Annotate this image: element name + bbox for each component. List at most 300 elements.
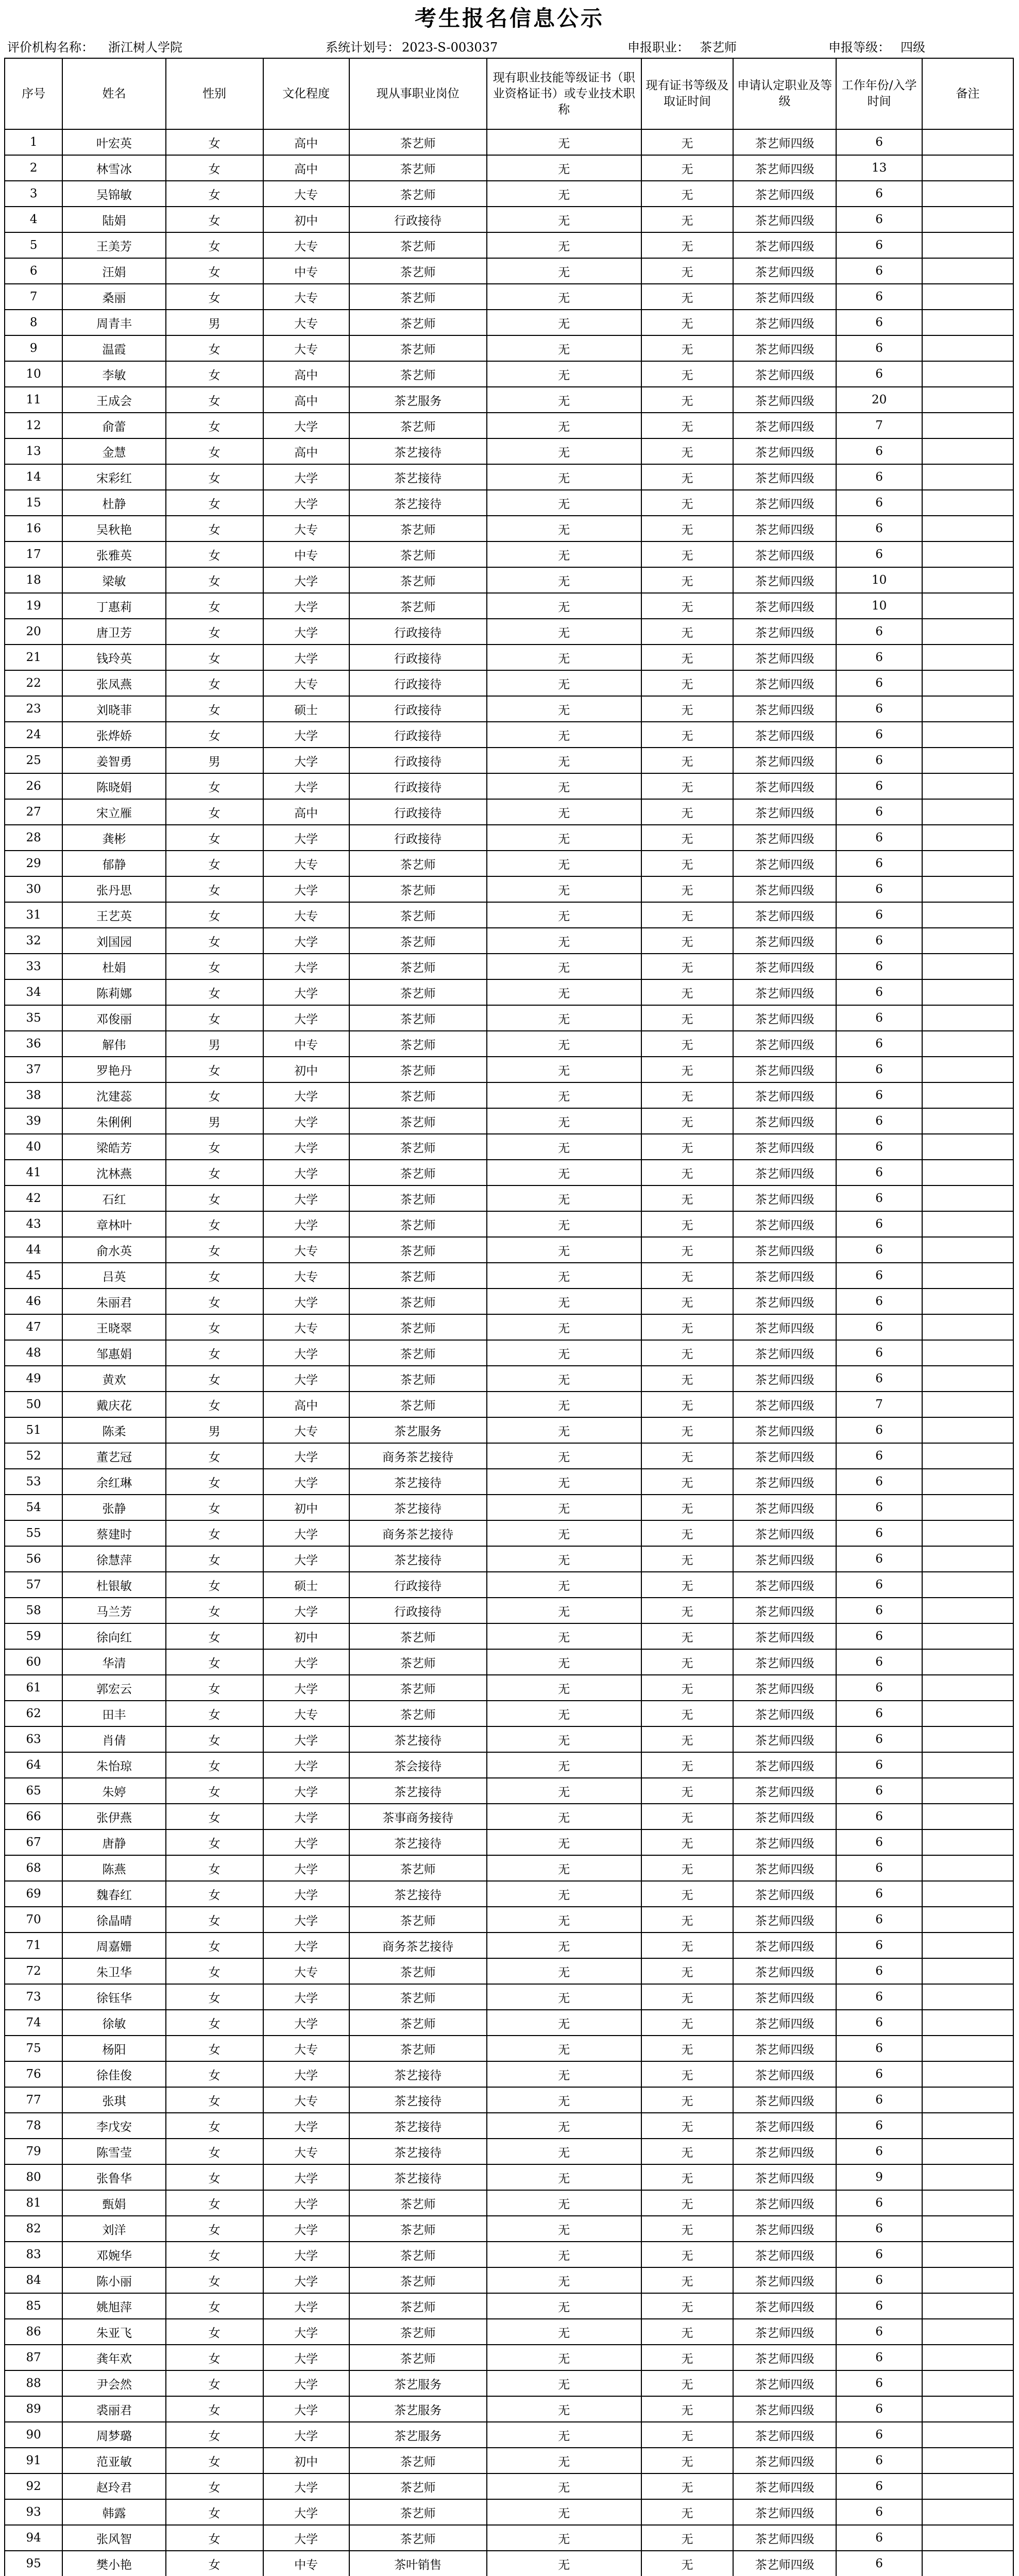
cell-certificate: 无 — [487, 1366, 641, 1392]
cell-applied-level: 茶艺师四级 — [733, 1108, 836, 1134]
cell-education: 大学 — [263, 748, 349, 773]
cell-index: 79 — [5, 2139, 62, 2164]
cell-education: 初中 — [263, 2448, 349, 2473]
cell-applied-level: 茶艺师四级 — [733, 1984, 836, 2010]
cell-current-job: 茶艺师 — [349, 155, 487, 181]
table-row — [5, 541, 1013, 567]
cell-gender: 女 — [166, 1546, 263, 1572]
cell-certificate: 无 — [487, 413, 641, 438]
cell-gender: 女 — [166, 619, 263, 645]
cell-education: 大学 — [263, 1289, 349, 1314]
cell-applied-level: 茶艺师四级 — [733, 645, 836, 670]
cell-certificate: 无 — [487, 2139, 641, 2164]
cell-index: 15 — [5, 490, 62, 516]
table-row — [5, 1829, 1013, 1855]
header-education: 文化程度 — [263, 58, 349, 129]
cell-certificate: 无 — [487, 1675, 641, 1701]
cell-name: 俞水英 — [62, 1237, 165, 1263]
cell-education: 大学 — [263, 2422, 349, 2448]
cell-remarks — [922, 2319, 1013, 2345]
cell-current-job: 行政接待 — [349, 773, 487, 799]
cell-certificate: 无 — [487, 284, 641, 310]
cell-certificate-level: 无 — [641, 1443, 733, 1469]
cell-remarks — [922, 2422, 1013, 2448]
table-row — [5, 1057, 1013, 1082]
cell-certificate: 无 — [487, 2551, 641, 2576]
cell-current-job: 茶艺服务 — [349, 2370, 487, 2396]
cell-applied-level: 茶艺师四级 — [733, 1366, 836, 1392]
cell-index: 64 — [5, 1752, 62, 1778]
cell-education: 中专 — [263, 2551, 349, 2576]
cell-name: 梁敏 — [62, 567, 165, 593]
cell-certificate: 无 — [487, 2396, 641, 2422]
cell-applied-level: 茶艺师四级 — [733, 2190, 836, 2216]
cell-gender: 女 — [166, 1082, 263, 1108]
cell-applied-level: 茶艺师四级 — [733, 2216, 836, 2242]
cell-certificate: 无 — [487, 1520, 641, 1546]
cell-education: 硕士 — [263, 1572, 349, 1598]
table-row — [5, 619, 1013, 645]
table-row — [5, 1443, 1013, 1469]
cell-gender: 女 — [166, 1907, 263, 1933]
cell-certificate: 无 — [487, 1984, 641, 2010]
cell-applied-level: 茶艺师四级 — [733, 2525, 836, 2551]
table-row — [5, 1726, 1013, 1752]
cell-name: 解伟 — [62, 1031, 165, 1057]
cell-certificate-level: 无 — [641, 310, 733, 335]
cell-certificate-level: 无 — [641, 851, 733, 876]
cell-applied-level: 茶艺师四级 — [733, 464, 836, 490]
header-gender: 性别 — [166, 58, 263, 129]
table-row — [5, 645, 1013, 670]
cell-remarks — [922, 2293, 1013, 2319]
cell-gender: 女 — [166, 2345, 263, 2370]
table-row — [5, 979, 1013, 1005]
cell-current-job: 茶艺师 — [349, 1082, 487, 1108]
cell-certificate: 无 — [487, 825, 641, 851]
table-row — [5, 2422, 1013, 2448]
cell-applied-level: 茶艺师四级 — [733, 1726, 836, 1752]
cell-applied-level: 茶艺师四级 — [733, 438, 836, 464]
cell-applied-level: 茶艺师四级 — [733, 1829, 836, 1855]
cell-certificate: 无 — [487, 1237, 641, 1263]
cell-current-job: 行政接待 — [349, 670, 487, 696]
cell-gender: 女 — [166, 1314, 263, 1340]
cell-current-job: 茶会接待 — [349, 1752, 487, 1778]
cell-applied-level: 茶艺师四级 — [733, 928, 836, 954]
cell-gender: 女 — [166, 1469, 263, 1495]
cell-applied-level: 茶艺师四级 — [733, 1933, 836, 1958]
table-row — [5, 1598, 1013, 1623]
cell-gender: 女 — [166, 902, 263, 928]
cell-name: 张伊燕 — [62, 1804, 165, 1829]
job-label: 申报职业： — [627, 40, 689, 55]
cell-certificate-level: 无 — [641, 1855, 733, 1881]
cell-name: 杜银敏 — [62, 1572, 165, 1598]
cell-applied-level: 茶艺师四级 — [733, 2345, 836, 2370]
table-row — [5, 232, 1013, 258]
cell-remarks — [922, 1907, 1013, 1933]
cell-index: 90 — [5, 2422, 62, 2448]
cell-index: 16 — [5, 516, 62, 541]
cell-certificate: 无 — [487, 1649, 641, 1675]
cell-education: 大专 — [263, 335, 349, 361]
cell-name: 刘晓菲 — [62, 696, 165, 722]
cell-remarks — [922, 2087, 1013, 2113]
cell-remarks — [922, 516, 1013, 541]
table-row — [5, 567, 1013, 593]
cell-certificate-level: 无 — [641, 722, 733, 748]
cell-name: 刘国园 — [62, 928, 165, 954]
cell-certificate-level: 无 — [641, 567, 733, 593]
cell-certificate: 无 — [487, 722, 641, 748]
cell-current-job: 茶艺师 — [349, 2448, 487, 2473]
cell-remarks — [922, 1185, 1013, 1211]
table-row — [5, 387, 1013, 413]
table-row — [5, 2087, 1013, 2113]
cell-gender: 女 — [166, 541, 263, 567]
cell-gender: 女 — [166, 2448, 263, 2473]
org-label: 评价机构名称： — [7, 40, 94, 55]
cell-certificate-level: 无 — [641, 2242, 733, 2267]
cell-remarks — [922, 1469, 1013, 1495]
header-remarks: 备注 — [922, 58, 1013, 129]
cell-certificate-level: 无 — [641, 1057, 733, 1082]
cell-certificate: 无 — [487, 1907, 641, 1933]
cell-work-years: 6 — [836, 464, 922, 490]
cell-index: 42 — [5, 1185, 62, 1211]
cell-name: 吴锦敏 — [62, 181, 165, 207]
cell-applied-level: 茶艺师四级 — [733, 1546, 836, 1572]
cell-name: 韩露 — [62, 2499, 165, 2525]
cell-remarks — [922, 851, 1013, 876]
cell-education: 初中 — [263, 207, 349, 232]
cell-name: 李敏 — [62, 361, 165, 387]
cell-gender: 女 — [166, 645, 263, 670]
table-row — [5, 799, 1013, 825]
cell-gender: 女 — [166, 799, 263, 825]
cell-education: 大专 — [263, 2087, 349, 2113]
cell-current-job: 茶艺师 — [349, 1211, 487, 1237]
cell-applied-level: 茶艺师四级 — [733, 2448, 836, 2473]
cell-certificate-level: 无 — [641, 335, 733, 361]
cell-gender: 女 — [166, 1340, 263, 1366]
cell-index: 81 — [5, 2190, 62, 2216]
cell-name: 戴庆花 — [62, 1392, 165, 1417]
cell-current-job: 茶艺服务 — [349, 2396, 487, 2422]
cell-name: 丁惠莉 — [62, 593, 165, 619]
cell-current-job: 行政接待 — [349, 1572, 487, 1598]
cell-name: 郁静 — [62, 851, 165, 876]
table-row — [5, 2293, 1013, 2319]
cell-index: 1 — [5, 129, 62, 155]
cell-index: 78 — [5, 2113, 62, 2139]
cell-certificate-level: 无 — [641, 1778, 733, 1804]
cell-work-years: 13 — [836, 155, 922, 181]
cell-index: 70 — [5, 1907, 62, 1933]
cell-certificate-level: 无 — [641, 464, 733, 490]
cell-name: 邹惠娟 — [62, 1340, 165, 1366]
cell-index: 31 — [5, 902, 62, 928]
cell-certificate-level: 无 — [641, 129, 733, 155]
cell-certificate-level: 无 — [641, 1598, 733, 1623]
cell-applied-level: 茶艺师四级 — [733, 1598, 836, 1623]
cell-name: 邓俊丽 — [62, 1005, 165, 1031]
cell-current-job: 茶艺服务 — [349, 387, 487, 413]
cell-remarks — [922, 2010, 1013, 2036]
table-row — [5, 2499, 1013, 2525]
cell-certificate-level: 无 — [641, 207, 733, 232]
cell-certificate: 无 — [487, 1623, 641, 1649]
cell-certificate-level: 无 — [641, 979, 733, 1005]
cell-work-years: 6 — [836, 1108, 922, 1134]
table-row — [5, 1417, 1013, 1443]
cell-name: 黄欢 — [62, 1366, 165, 1392]
cell-index: 46 — [5, 1289, 62, 1314]
table-row — [5, 954, 1013, 979]
cell-name: 樊小艳 — [62, 2551, 165, 2576]
cell-remarks — [922, 2525, 1013, 2551]
cell-gender: 女 — [166, 335, 263, 361]
cell-current-job: 行政接待 — [349, 722, 487, 748]
cell-education: 大学 — [263, 1855, 349, 1881]
cell-name: 郭宏云 — [62, 1675, 165, 1701]
cell-certificate: 无 — [487, 1289, 641, 1314]
cell-applied-level: 茶艺师四级 — [733, 2113, 836, 2139]
cell-applied-level: 茶艺师四级 — [733, 155, 836, 181]
cell-certificate-level: 无 — [641, 438, 733, 464]
table-row — [5, 2448, 1013, 2473]
cell-gender: 女 — [166, 1495, 263, 1520]
cell-index: 58 — [5, 1598, 62, 1623]
cell-certificate-level: 无 — [641, 2319, 733, 2345]
cell-gender: 女 — [166, 1623, 263, 1649]
cell-education: 高中 — [263, 129, 349, 155]
cell-index: 84 — [5, 2267, 62, 2293]
cell-certificate: 无 — [487, 1572, 641, 1598]
cell-certificate-level: 无 — [641, 1340, 733, 1366]
cell-current-job: 茶艺接待 — [349, 464, 487, 490]
cell-work-years: 6 — [836, 490, 922, 516]
cell-index: 21 — [5, 645, 62, 670]
cell-remarks — [922, 825, 1013, 851]
cell-index: 82 — [5, 2216, 62, 2242]
table-row — [5, 2216, 1013, 2242]
cell-education: 大学 — [263, 413, 349, 438]
cell-education: 初中 — [263, 1495, 349, 1520]
table-row — [5, 825, 1013, 851]
cell-current-job: 茶艺师 — [349, 979, 487, 1005]
cell-education: 高中 — [263, 155, 349, 181]
cell-applied-level: 茶艺师四级 — [733, 2319, 836, 2345]
cell-applied-level: 茶艺师四级 — [733, 1958, 836, 1984]
cell-name: 范亚敏 — [62, 2448, 165, 2473]
cell-name: 朱卫华 — [62, 1958, 165, 1984]
cell-certificate: 无 — [487, 2370, 641, 2396]
cell-education: 大学 — [263, 773, 349, 799]
cell-work-years: 6 — [836, 670, 922, 696]
cell-current-job: 茶艺师 — [349, 2010, 487, 2036]
table-row — [5, 2190, 1013, 2216]
cell-gender: 女 — [166, 516, 263, 541]
cell-gender: 女 — [166, 2061, 263, 2087]
cell-education: 大学 — [263, 1211, 349, 1237]
cell-certificate-level: 无 — [641, 670, 733, 696]
cell-index: 36 — [5, 1031, 62, 1057]
cell-work-years: 6 — [836, 1546, 922, 1572]
cell-gender: 女 — [166, 722, 263, 748]
cell-applied-level: 茶艺师四级 — [733, 2061, 836, 2087]
cell-education: 高中 — [263, 387, 349, 413]
cell-education: 大专 — [263, 670, 349, 696]
cell-remarks — [922, 541, 1013, 567]
cell-certificate: 无 — [487, 902, 641, 928]
cell-current-job: 茶艺师 — [349, 1623, 487, 1649]
cell-applied-level: 茶艺师四级 — [733, 541, 836, 567]
cell-certificate: 无 — [487, 387, 641, 413]
cell-applied-level: 茶艺师四级 — [733, 1417, 836, 1443]
cell-certificate: 无 — [487, 2267, 641, 2293]
cell-work-years: 6 — [836, 1778, 922, 1804]
cell-gender: 女 — [166, 1675, 263, 1701]
cell-certificate: 无 — [487, 464, 641, 490]
cell-remarks — [922, 1031, 1013, 1057]
cell-name: 张风智 — [62, 2525, 165, 2551]
cell-certificate-level: 无 — [641, 2499, 733, 2525]
cell-education: 大专 — [263, 1701, 349, 1726]
cell-index: 5 — [5, 232, 62, 258]
cell-current-job: 茶艺师 — [349, 2345, 487, 2370]
cell-current-job: 茶艺师 — [349, 1160, 487, 1185]
cell-work-years: 6 — [836, 2551, 922, 2576]
cell-name: 俞蕾 — [62, 413, 165, 438]
table-row — [5, 1752, 1013, 1778]
table-row — [5, 207, 1013, 232]
cell-index: 91 — [5, 2448, 62, 2473]
cell-applied-level: 茶艺师四级 — [733, 1031, 836, 1057]
cell-certificate: 无 — [487, 2164, 641, 2190]
cell-certificate-level: 无 — [641, 799, 733, 825]
table-row — [5, 1907, 1013, 1933]
cell-gender: 女 — [166, 1881, 263, 1907]
cell-certificate-level: 无 — [641, 645, 733, 670]
cell-gender: 女 — [166, 232, 263, 258]
cell-work-years: 6 — [836, 438, 922, 464]
cell-remarks — [922, 2345, 1013, 2370]
table-row — [5, 310, 1013, 335]
cell-index: 45 — [5, 1263, 62, 1289]
cell-current-job: 商务茶艺接待 — [349, 1520, 487, 1546]
cell-certificate: 无 — [487, 696, 641, 722]
cell-index: 11 — [5, 387, 62, 413]
cell-current-job: 茶艺服务 — [349, 2422, 487, 2448]
cell-gender: 女 — [166, 670, 263, 696]
cell-index: 44 — [5, 1237, 62, 1263]
table-row — [5, 1314, 1013, 1340]
cell-name: 叶宏英 — [62, 129, 165, 155]
cell-index: 18 — [5, 567, 62, 593]
cell-education: 大学 — [263, 1984, 349, 2010]
cell-certificate: 无 — [487, 2473, 641, 2499]
table-row — [5, 2370, 1013, 2396]
cell-certificate-level: 无 — [641, 876, 733, 902]
cell-name: 宋立雁 — [62, 799, 165, 825]
cell-current-job: 茶艺师 — [349, 284, 487, 310]
table-row — [5, 1237, 1013, 1263]
cell-certificate-level: 无 — [641, 413, 733, 438]
cell-name: 梁皓芳 — [62, 1134, 165, 1160]
cell-work-years: 6 — [836, 851, 922, 876]
table-row — [5, 2242, 1013, 2267]
cell-current-job: 茶艺接待 — [349, 2164, 487, 2190]
table-row — [5, 902, 1013, 928]
cell-education: 大学 — [263, 2473, 349, 2499]
cell-education: 大学 — [263, 2293, 349, 2319]
cell-name: 裘丽君 — [62, 2396, 165, 2422]
cell-gender: 男 — [166, 1108, 263, 1134]
cell-work-years: 6 — [836, 1726, 922, 1752]
cell-current-job: 茶艺接待 — [349, 2139, 487, 2164]
cell-education: 大学 — [263, 1829, 349, 1855]
cell-work-years: 6 — [836, 2473, 922, 2499]
table-row — [5, 1855, 1013, 1881]
cell-name: 刘洋 — [62, 2216, 165, 2242]
cell-remarks — [922, 284, 1013, 310]
table-row — [5, 2061, 1013, 2087]
table-row — [5, 335, 1013, 361]
cell-name: 陈莉娜 — [62, 979, 165, 1005]
cell-remarks — [922, 1392, 1013, 1417]
cell-certificate: 无 — [487, 1134, 641, 1160]
cell-applied-level: 茶艺师四级 — [733, 954, 836, 979]
cell-work-years: 6 — [836, 1469, 922, 1495]
table-row — [5, 1701, 1013, 1726]
cell-work-years: 6 — [836, 1649, 922, 1675]
cell-index: 3 — [5, 181, 62, 207]
cell-education: 大专 — [263, 2139, 349, 2164]
cell-applied-level: 茶艺师四级 — [733, 1701, 836, 1726]
cell-education: 大专 — [263, 1237, 349, 1263]
cell-index: 32 — [5, 928, 62, 954]
cell-current-job: 茶艺师 — [349, 1340, 487, 1366]
table-row — [5, 1263, 1013, 1289]
cell-name: 陈雪莹 — [62, 2139, 165, 2164]
cell-education: 大学 — [263, 928, 349, 954]
cell-current-job: 茶艺师 — [349, 2267, 487, 2293]
cell-certificate-level: 无 — [641, 1984, 733, 2010]
cell-name: 龚彬 — [62, 825, 165, 851]
cell-gender: 女 — [166, 2422, 263, 2448]
cell-certificate: 无 — [487, 2525, 641, 2551]
table-row — [5, 1469, 1013, 1495]
cell-gender: 男 — [166, 310, 263, 335]
table-row — [5, 773, 1013, 799]
cell-certificate-level: 无 — [641, 773, 733, 799]
cell-index: 53 — [5, 1469, 62, 1495]
cell-certificate: 无 — [487, 232, 641, 258]
cell-work-years: 6 — [836, 722, 922, 748]
cell-certificate-level: 无 — [641, 2139, 733, 2164]
cell-index: 6 — [5, 258, 62, 284]
cell-education: 大学 — [263, 1469, 349, 1495]
cell-certificate-level: 无 — [641, 954, 733, 979]
cell-remarks — [922, 928, 1013, 954]
cell-education: 大专 — [263, 181, 349, 207]
cell-education: 高中 — [263, 361, 349, 387]
cell-work-years: 6 — [836, 1263, 922, 1289]
cell-gender: 女 — [166, 1057, 263, 1082]
cell-current-job: 茶艺师 — [349, 1185, 487, 1211]
